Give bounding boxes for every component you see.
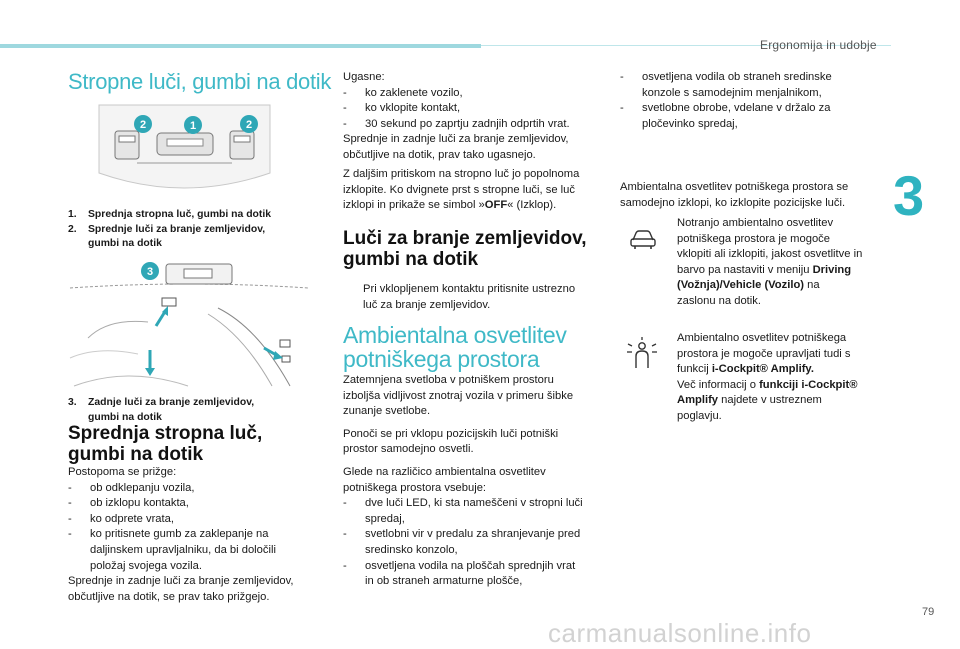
switch-on-list (68, 481, 318, 575)
callout-badge-1 (184, 116, 202, 134)
ambient-note-touchscreen: Notranjo ambientalno osvetlitev potniškega prostora je mogoče vklopiti ali izklopiti, jakost osvetlitve in barvo pa nastaviti v meniju Driving (Vožnja)/Vehicle (Vozilo) na zaslonu na dotik. (677, 217, 863, 307)
caption-2: 2. Sprednje luči za branje zemljevidov, (68, 223, 266, 235)
ambient-auto-off-text: Ambientalna osvetlitev potniškega prostora se samodejno izklopi, ko izklopite pozicijske luči. (620, 181, 849, 209)
page-number: 79 (922, 606, 935, 618)
svg-text:2: 2 (245, 119, 253, 131)
long-press-text: Z daljšim pritiskom na stropno luč jo popolnoma izklopite. Ko dvignete prst s stropne luči, se luč izklopi in prikaže se simbol »OFF« (Izklop). (343, 168, 580, 212)
header-accent-bar (0, 44, 481, 48)
caption-1: 1. Sprednja stropna luč, gumbi na dotik (68, 209, 272, 220)
switch-off-text: Ugasne: - ko zaklenete vozilo, - ko vklopite kontakt, - 30 sekund po zaprtju zadnjih odprtih vrat. Sprednje in zadnje luči za branje zemljevidov, občutljive na dotik, prav tako ugasnejo. (343, 70, 603, 164)
page-title: Stropne luči, gumbi na dotik (68, 69, 332, 94)
rear-map-light-figure (68, 258, 310, 390)
svg-text:2: 2 (139, 119, 147, 131)
section-title: Ergonomija in udobje (760, 38, 877, 52)
callout-badge-3 (141, 262, 159, 280)
ambient-list (343, 496, 608, 590)
callout-badge-2-right (240, 115, 258, 133)
caption-3: 3. Zadnje luči za branje zemljevidov, gumbi na dotik (68, 397, 255, 423)
i-cockpit-amplify-icon (624, 336, 660, 372)
list-item: - osvetljena vodila ob straneh sredinske konzole s samodejnim menjalnikom, (620, 70, 885, 101)
heading-front-ceiling-light: Sprednja stropna luč, gumbi na dotik (68, 423, 263, 465)
callout-badge-2-left (134, 115, 152, 133)
list-item: - ko vklopite kontakt, (343, 101, 603, 117)
watermark: carmanualsonline.info (548, 618, 812, 648)
map-light-instruction: Pri vklopljenem kontaktu pritisnite ustrezno luč za branje zemljevidov. (363, 283, 576, 311)
figure-captions: 1. Sprednja stropna luč, gumbi na dotik 2. Sprednje luči za branje zemljevidov, gumbi na dotik (68, 208, 313, 252)
front-light-text: Postopoma se prižge: - ob odklepanju vozila, - ob izklopu kontakta, - ko odprete vrata, - ko pritisnete gumb za zaklepanje na daljinskem upravljalniku, da bi določili položaj svojega vozila. Sprednje in zadnje luči za branje zemljevidov, občutljive na dotik, se prav tako prižgejo. (68, 465, 318, 605)
heading-map-lights: Luči za branje zemljevidov, gumbi na dotik (343, 228, 587, 270)
list-item: - ko pritisnete gumb za zaklepanje na daljinskem upravljalniku, da bi določili položaj svojega vozila. (68, 527, 318, 574)
list-item: - svetlobne obrobe, vdelane v držalo za pločevinko spredaj, (620, 101, 885, 132)
svg-text:3: 3 (146, 266, 154, 278)
chapter-number: 3 (893, 164, 925, 227)
list-item: - ko zaklenete vozilo, (343, 86, 603, 102)
list-item: - 30 sekund po zaprtju zadnjih odprtih vrat. (343, 117, 603, 133)
car-icon (627, 222, 659, 254)
list-item: - svetlobni vir v predalu za shranjevanje pred sredinsko konzolo, (343, 527, 608, 558)
list-item: - osvetljena vodila na ploščah sprednjih vrat in ob straneh armaturne plošče, (343, 559, 608, 590)
ambient-text: Zatemnjena svetloba v potniškem prostoru izboljša vidljivost znotraj vozila v primeru šibke zunanje svetlobe. Ponoči se pri vklopu pozicijskih luči potniški prostor samodejno osvetli. Glede na različico ambientalna osvetlitev potniškega prostora vsebuje: - dve luči LED, ki sta nameščeni v stropni luči spredaj, - svetlobni vir v predalu za shranjevanje pred sredinsko konzolo, - osvetljena vodila na ploščah sprednjih vrat in ob straneh armaturne plošče, (343, 373, 608, 590)
list-item: - dve luči LED, ki sta nameščeni v stropni luči spredaj, (343, 496, 608, 527)
svg-text:1: 1 (189, 120, 197, 132)
list-item: - ob izklopu kontakta, (68, 496, 318, 512)
ambient-list-continued (620, 70, 885, 132)
switch-off-list (343, 86, 603, 133)
ambient-note-amplify: Ambientalno osvetlitev potniškega prostora je mogoče upravljati tudi s funkcij i-Cockpit® Amplify. Več informacij o funkciji i-Cockpit® Amplify najdete v ustreznem poglavju. (677, 332, 858, 422)
list-item: - ko odprete vrata, (68, 512, 318, 528)
heading-ambient-lighting: Ambientalna osvetlitev potniškega prostora (343, 322, 567, 373)
front-ceiling-light-figure (97, 103, 272, 198)
list-item: - ob odklepanju vozila, (68, 481, 318, 497)
